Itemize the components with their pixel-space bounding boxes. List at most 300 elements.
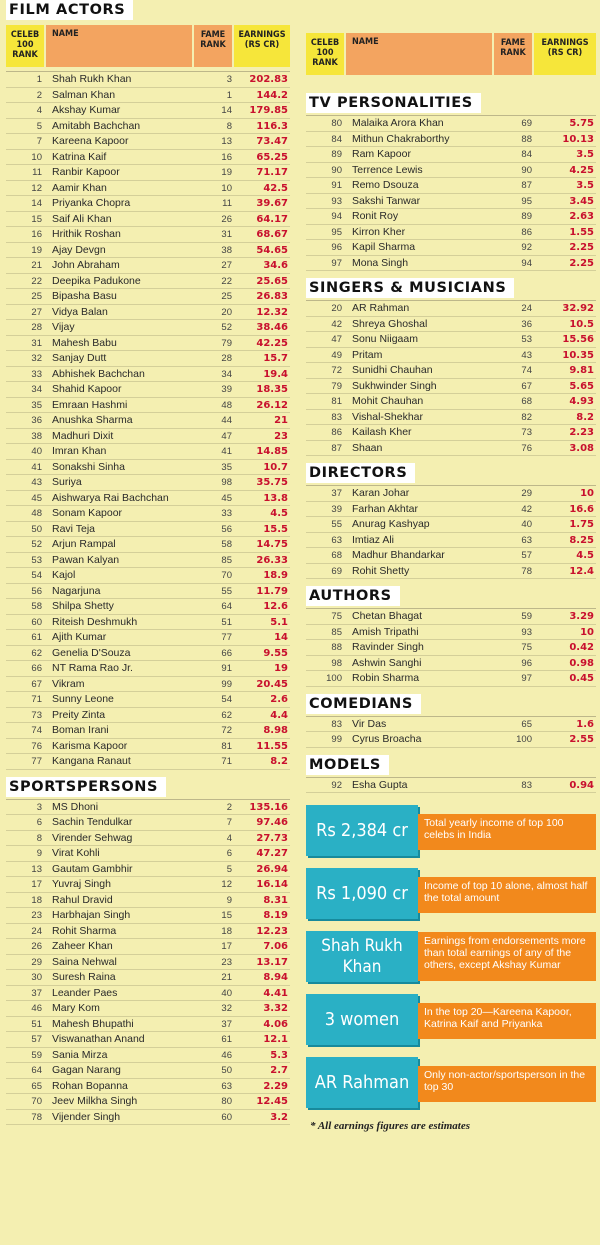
table-row: [6, 243, 290, 259]
fame-rank: 80: [221, 1096, 232, 1107]
table-row: [6, 815, 290, 831]
earnings-value: 11.55: [256, 740, 288, 752]
table-rows: [306, 300, 596, 456]
fame-rank: 4: [226, 832, 232, 844]
fame-rank: 40: [221, 987, 232, 999]
fame-rank: 27: [221, 260, 232, 271]
table-row: [6, 289, 290, 305]
earnings-value: 202.83: [249, 74, 288, 85]
table-row: [6, 537, 290, 553]
section-models: [306, 755, 596, 794]
celeb-name: Vir Das: [352, 717, 387, 730]
celeb-rank: 28: [31, 322, 42, 333]
fame-rank: 10: [221, 182, 232, 194]
earnings-value: 4.93: [569, 396, 594, 407]
celeb-rank: 67: [31, 678, 42, 690]
fame-rank: 74: [521, 365, 532, 376]
earnings-value: 34.6: [263, 260, 288, 271]
earnings-value: 14.85: [256, 446, 288, 457]
earnings-value: 2.7: [270, 1065, 288, 1076]
fame-rank: 23: [221, 956, 232, 968]
celeb-name: Kailash Kher: [352, 426, 412, 438]
fame-rank: 81: [221, 740, 232, 752]
left-column: [6, 0, 290, 1125]
table-rows: [6, 799, 290, 1126]
fame-rank: 13: [221, 136, 232, 147]
celeb-name: Sunny Leone: [52, 693, 114, 705]
celeb-rank: 63: [331, 534, 342, 546]
celeb-name: Harbhajan Singh: [52, 909, 131, 921]
celeb-rank: 20: [331, 303, 342, 314]
earnings-value: 8.94: [263, 972, 288, 983]
celeb-rank: 22: [31, 275, 42, 287]
celeb-name: Mohit Chauhan: [352, 395, 424, 407]
celeb-rank: 6: [36, 817, 42, 828]
earnings-value: 42.25: [256, 337, 288, 349]
celeb-name: Imtiaz Ali: [352, 533, 395, 546]
celeb-name: Ajith Kumar: [52, 631, 107, 643]
celeb-name: Saina Nehwal: [52, 955, 117, 968]
table-row: [6, 723, 290, 739]
fame-rank: 97: [521, 673, 532, 684]
table-row: [306, 209, 596, 225]
earnings-value: 54.65: [256, 244, 288, 256]
celeb-rank: 15: [31, 213, 42, 225]
earnings-value: 32.92: [562, 303, 594, 314]
celeb-name: Akshay Kumar: [52, 104, 121, 116]
celeb-name: Abhishek Bachchan: [52, 367, 145, 380]
celeb-rank: 23: [31, 910, 42, 921]
table-row: [6, 800, 290, 816]
celeb-rank: 66: [31, 663, 42, 674]
earnings-value: 26.33: [256, 554, 288, 566]
celeb-rank: 61: [31, 632, 42, 643]
celeb-name: Hrithik Roshan: [52, 228, 121, 240]
earnings-value: 23: [274, 430, 288, 442]
fame-rank: 38: [221, 244, 232, 256]
fame-rank: 89: [521, 211, 532, 222]
fact-headline: AR Rahman: [306, 1057, 418, 1108]
celeb-name: Amish Tripathi: [352, 625, 419, 638]
celeb-rank: 26: [31, 941, 42, 952]
earnings-value: 8.2: [270, 756, 288, 767]
table-row: [306, 486, 596, 502]
celeb-name: Sachin Tendulkar: [52, 816, 133, 828]
fame-rank: 17: [221, 941, 232, 952]
celeb-rank: 50: [31, 523, 42, 535]
table-row: [306, 564, 596, 580]
fame-rank: 45: [221, 492, 232, 504]
fame-rank: 18: [221, 925, 232, 937]
celeb-name: Sanjay Dutt: [52, 352, 107, 364]
fame-rank: 68: [521, 396, 532, 407]
fame-rank: 92: [521, 242, 532, 253]
table-row: [306, 671, 596, 687]
celeb-rank: 78: [31, 1111, 42, 1123]
celeb-name: Cyrus Broacha: [352, 733, 422, 745]
celeb-name: Kajol: [52, 569, 76, 581]
fame-rank: 58: [221, 539, 232, 550]
fact-box: [306, 994, 596, 1045]
celeb-rank: 36: [31, 415, 42, 426]
fame-rank: 37: [221, 1018, 232, 1030]
celeb-rank: 54: [31, 570, 42, 581]
earnings-value: 9.81: [569, 365, 594, 376]
celeb-name: Esha Gupta: [352, 778, 408, 791]
celeb-rank: 2: [36, 89, 42, 101]
earnings-value: 2.23: [569, 427, 594, 438]
earnings-value: 10: [580, 626, 594, 638]
table-row: [6, 630, 290, 646]
celeb-rank: 96: [331, 242, 342, 253]
table-row: [6, 491, 290, 507]
table-row: [306, 116, 596, 132]
celeb-rank: 80: [331, 118, 342, 129]
fame-rank: 20: [221, 306, 232, 318]
celeb-name: Pawan Kalyan: [52, 553, 120, 566]
celeb-rank: 53: [31, 554, 42, 566]
celeb-rank: 60: [31, 616, 42, 628]
earnings-value: 3.5: [576, 180, 594, 191]
fact-box: [306, 931, 596, 982]
celeb-rank: 39: [331, 503, 342, 515]
fame-rank: 39: [221, 384, 232, 395]
table-row: [6, 939, 290, 955]
fact-text: Total yearly income of top 100 celebs in India: [418, 814, 596, 850]
celeb-rank: 98: [331, 657, 342, 669]
table-row: [306, 394, 596, 410]
table-row: [6, 955, 290, 971]
celeb-name: Madhur Bhandarkar: [352, 549, 445, 561]
table-row: [6, 506, 290, 522]
table-row: [306, 256, 596, 272]
celeb-name: Ram Kapoor: [352, 148, 411, 160]
celeb-rank: 58: [31, 601, 42, 612]
earnings-value: 12.6: [263, 601, 288, 612]
celeb-rank: 5: [36, 120, 42, 132]
table-row: [6, 398, 290, 414]
earnings-value: 3.45: [569, 195, 594, 207]
fame-rank: 19: [221, 167, 232, 178]
earnings-value: 0.94: [569, 779, 594, 791]
earnings-value: 135.16: [249, 801, 288, 813]
celeb-name: Rohit Shetty: [352, 564, 410, 577]
fame-rank: 42: [521, 503, 532, 515]
celeb-rank: 41: [31, 461, 42, 473]
table-row: [6, 103, 290, 119]
table-rows: [306, 716, 596, 748]
fame-rank: 16: [221, 151, 232, 163]
celeb-rank: 48: [31, 508, 42, 519]
table-rows: [306, 777, 596, 794]
fact-text: In the top 20—Kareena Kapoor, Katrina Kaif and Priyanka: [418, 1003, 596, 1039]
fame-rank: 46: [221, 1049, 232, 1061]
earnings-value: 12.4: [569, 565, 594, 577]
earnings-value: 19.4: [263, 368, 288, 380]
section-title-directors: DIRECTORS: [306, 463, 415, 483]
celeb-rank: 24: [31, 925, 42, 937]
celeb-rank: 57: [31, 1034, 42, 1045]
celeb-name: Riteish Deshmukh: [52, 615, 138, 628]
table-row: [6, 367, 290, 383]
celeb-rank: 38: [31, 430, 42, 442]
celeb-name: Jeev Milkha Singh: [52, 1095, 138, 1107]
fame-rank: 40: [521, 519, 532, 530]
earnings-value: 26.12: [256, 399, 288, 411]
fame-rank: 32: [221, 1003, 232, 1014]
celeb-rank: 76: [31, 740, 42, 752]
fact-text: Income of top 10 alone, almost half the total amount: [418, 877, 596, 913]
table-row: [6, 568, 290, 584]
celeb-name: Suriya: [52, 476, 82, 488]
earnings-value: 2.63: [569, 211, 594, 222]
earnings-value: 26.94: [256, 863, 288, 875]
celeb-rank: 69: [331, 565, 342, 577]
table-row: [6, 877, 290, 893]
fame-rank: 62: [221, 709, 232, 721]
celeb-rank: 10: [31, 151, 42, 163]
earnings-value: 0.45: [569, 673, 594, 684]
section-title-models: MODELS: [306, 755, 389, 775]
header-earnings: EARNINGS (RS CR): [534, 33, 596, 75]
section-sportspersons: [6, 777, 290, 1126]
fame-rank: 90: [521, 164, 532, 176]
table-row: [306, 625, 596, 641]
earnings-value: 9.55: [263, 647, 288, 659]
earnings-value: 19: [274, 663, 288, 674]
table-row: [306, 732, 596, 748]
earnings-value: 64.17: [256, 213, 288, 225]
table-row: [306, 425, 596, 441]
earnings-value: 15.56: [562, 334, 594, 345]
fame-rank: 70: [221, 570, 232, 581]
fame-rank: 24: [521, 303, 532, 314]
celeb-rank: 31: [31, 337, 42, 349]
celeb-name: Kapil Sharma: [352, 241, 416, 253]
fame-rank: 72: [221, 725, 232, 736]
celeb-name: Shreya Ghoshal: [352, 317, 428, 330]
celeb-name: Anurag Kashyap: [352, 518, 430, 530]
header-fame: FAME RANK: [194, 25, 232, 67]
table-row: [6, 661, 290, 677]
fame-rank: 77: [221, 632, 232, 643]
header-rank: CELEB 100 RANK: [306, 33, 344, 75]
fame-rank: 51: [221, 616, 232, 628]
celeb-rank: 47: [331, 334, 342, 345]
table-row: [6, 986, 290, 1002]
header-earnings: EARNINGS (RS CR): [234, 25, 290, 67]
earnings-value: 2.29: [263, 1080, 288, 1092]
celeb-name: Aishwarya Rai Bachchan: [52, 491, 169, 504]
fact-headline: Rs 2,384 cr: [306, 805, 418, 856]
table-row: [6, 351, 290, 367]
header-rank: CELEB 100 RANK: [6, 25, 44, 67]
celeb-rank: 42: [331, 318, 342, 330]
fame-rank: 41: [221, 446, 232, 457]
celeb-rank: 75: [331, 611, 342, 622]
fame-rank: 11: [222, 198, 232, 209]
table-row: [6, 677, 290, 693]
fact-box: [306, 805, 596, 856]
celeb-rank: 16: [31, 229, 42, 240]
celeb-rank: 90: [331, 164, 342, 176]
table-row: [6, 444, 290, 460]
fame-rank: 26: [221, 213, 232, 225]
earnings-value: 39.67: [256, 198, 288, 209]
earnings-value: 3.32: [263, 1003, 288, 1014]
celeb-name: Bipasha Basu: [52, 290, 117, 302]
celeb-name: Emraan Hashmi: [52, 398, 128, 411]
fame-rank: 56: [221, 523, 232, 535]
table-rows: [6, 71, 290, 770]
table-row: [6, 584, 290, 600]
fame-rank: 96: [521, 657, 532, 669]
earnings-value: 3.2: [270, 1111, 288, 1123]
section-tv: [306, 93, 596, 271]
celeb-name: Leander Paes: [52, 986, 118, 999]
table-row: [6, 119, 290, 135]
section-authors: [306, 586, 596, 687]
fame-rank: 14: [221, 105, 232, 116]
header-name: NAME: [46, 25, 192, 67]
fame-rank: 21: [221, 972, 232, 983]
earnings-value: 15.5: [263, 523, 288, 535]
celeb-name: Ravi Teja: [52, 522, 95, 535]
fame-rank: 53: [521, 334, 532, 345]
table-row: [6, 862, 290, 878]
table-row: [6, 831, 290, 847]
earnings-value: 97.46: [256, 817, 288, 828]
table-row: [306, 194, 596, 210]
earnings-value: 0.98: [569, 657, 594, 669]
celeb-name: Vijender Singh: [52, 1110, 121, 1123]
section-title-tv: TV PERSONALITIES: [306, 93, 481, 113]
section-singers: [306, 278, 596, 456]
earnings-value: 10: [580, 488, 594, 499]
table-row: [6, 615, 290, 631]
celeb-name: Mona Singh: [352, 256, 409, 269]
celeb-rank: 4: [36, 105, 42, 116]
fame-rank: 8: [226, 120, 232, 132]
celeb-rank: 59: [31, 1049, 42, 1061]
celeb-name: Shah Rukh Khan: [52, 73, 132, 85]
celeb-name: Sonu Niigaam: [352, 333, 418, 345]
celeb-rank: 33: [31, 368, 42, 380]
table-row: [6, 413, 290, 429]
celeb-name: Sania Mirza: [52, 1048, 108, 1061]
earnings-value: 8.31: [263, 894, 288, 906]
table-row: [6, 134, 290, 150]
earnings-value: 10.5: [569, 318, 594, 330]
table-row: [6, 382, 290, 398]
table-row: [6, 754, 290, 770]
fame-rank: 29: [521, 488, 532, 499]
table-row: [6, 908, 290, 924]
table-row: [306, 317, 596, 333]
table-row: [6, 1110, 290, 1126]
earnings-value: 116.3: [256, 120, 288, 132]
fame-rank: 28: [221, 353, 232, 364]
fame-rank: 33: [221, 508, 232, 519]
celeb-rank: 51: [31, 1018, 42, 1030]
celeb-name: Kangana Ranaut: [52, 755, 131, 767]
celeb-rank: 29: [31, 956, 42, 968]
celeb-name: Remo Dsouza: [352, 179, 419, 191]
table-row: [306, 379, 596, 395]
celeb-rank: 43: [31, 477, 42, 488]
celeb-rank: 34: [31, 384, 42, 395]
fame-rank: 88: [521, 133, 532, 145]
celeb-rank: 70: [31, 1096, 42, 1107]
earnings-value: 179.85: [249, 105, 288, 116]
earnings-value: 71.17: [256, 167, 288, 178]
celeb-rank: 91: [331, 180, 342, 191]
earnings-value: 20.45: [256, 678, 288, 690]
celeb-name: Ashwin Sanghi: [352, 656, 422, 669]
fame-rank: 75: [521, 642, 532, 653]
celeb-name: Sonakshi Sinha: [52, 460, 125, 473]
celeb-name: Chetan Bhagat: [352, 610, 423, 622]
table-row: [6, 692, 290, 708]
table-row: [306, 533, 596, 549]
table-row: [6, 460, 290, 476]
earnings-value: 5.75: [569, 118, 594, 129]
celeb-name: Gautam Gambhir: [52, 862, 133, 875]
section-title-singers: SINGERS & MUSICIANS: [306, 278, 514, 298]
table-row: [6, 739, 290, 755]
celeb-rank: 18: [31, 894, 42, 906]
fame-rank: 65: [521, 718, 532, 730]
celeb-rank: 77: [31, 756, 42, 767]
celeb-name: Malaika Arora Khan: [352, 117, 444, 129]
celeb-rank: 55: [331, 519, 342, 530]
earnings-value: 1.55: [569, 226, 594, 238]
fact-box: [306, 1057, 596, 1108]
celeb-rank: 25: [31, 291, 42, 302]
table-row: [6, 553, 290, 569]
fame-rank: 54: [221, 694, 232, 705]
celeb-name: Shaan: [352, 441, 383, 454]
fame-rank: 76: [521, 442, 532, 454]
table-row: [6, 924, 290, 940]
table-row: [6, 1094, 290, 1110]
celeb-name: Mahesh Babu: [52, 336, 117, 349]
celeb-rank: 35: [31, 399, 42, 411]
table-row: [6, 1063, 290, 1079]
table-row: [306, 363, 596, 379]
earnings-value: 15.7: [263, 353, 288, 364]
celeb-name: NT Rama Rao Jr.: [52, 662, 133, 674]
table-row: [6, 165, 290, 181]
earnings-value: 4.06: [263, 1018, 288, 1030]
earnings-value: 4.5: [270, 508, 288, 519]
celeb-name: Preity Zinta: [52, 708, 106, 721]
celeb-name: Vijay: [52, 321, 75, 333]
earnings-value: 18.9: [263, 570, 288, 581]
celeb-rank: 27: [31, 306, 42, 318]
celeb-rank: 8: [36, 832, 42, 844]
celeb-rank: 92: [331, 779, 342, 791]
fame-rank: 7: [226, 817, 232, 828]
celeb-name: Nagarjuna: [52, 584, 101, 597]
fame-rank: 1: [226, 89, 232, 101]
celeb-name: Sukhwinder Singh: [352, 379, 437, 392]
fame-rank: 95: [521, 195, 532, 207]
earnings-value: 27.73: [256, 832, 288, 844]
celeb-rank: 17: [31, 879, 42, 890]
table-row: [6, 150, 290, 166]
celeb-name: Ajay Devgn: [52, 243, 106, 256]
